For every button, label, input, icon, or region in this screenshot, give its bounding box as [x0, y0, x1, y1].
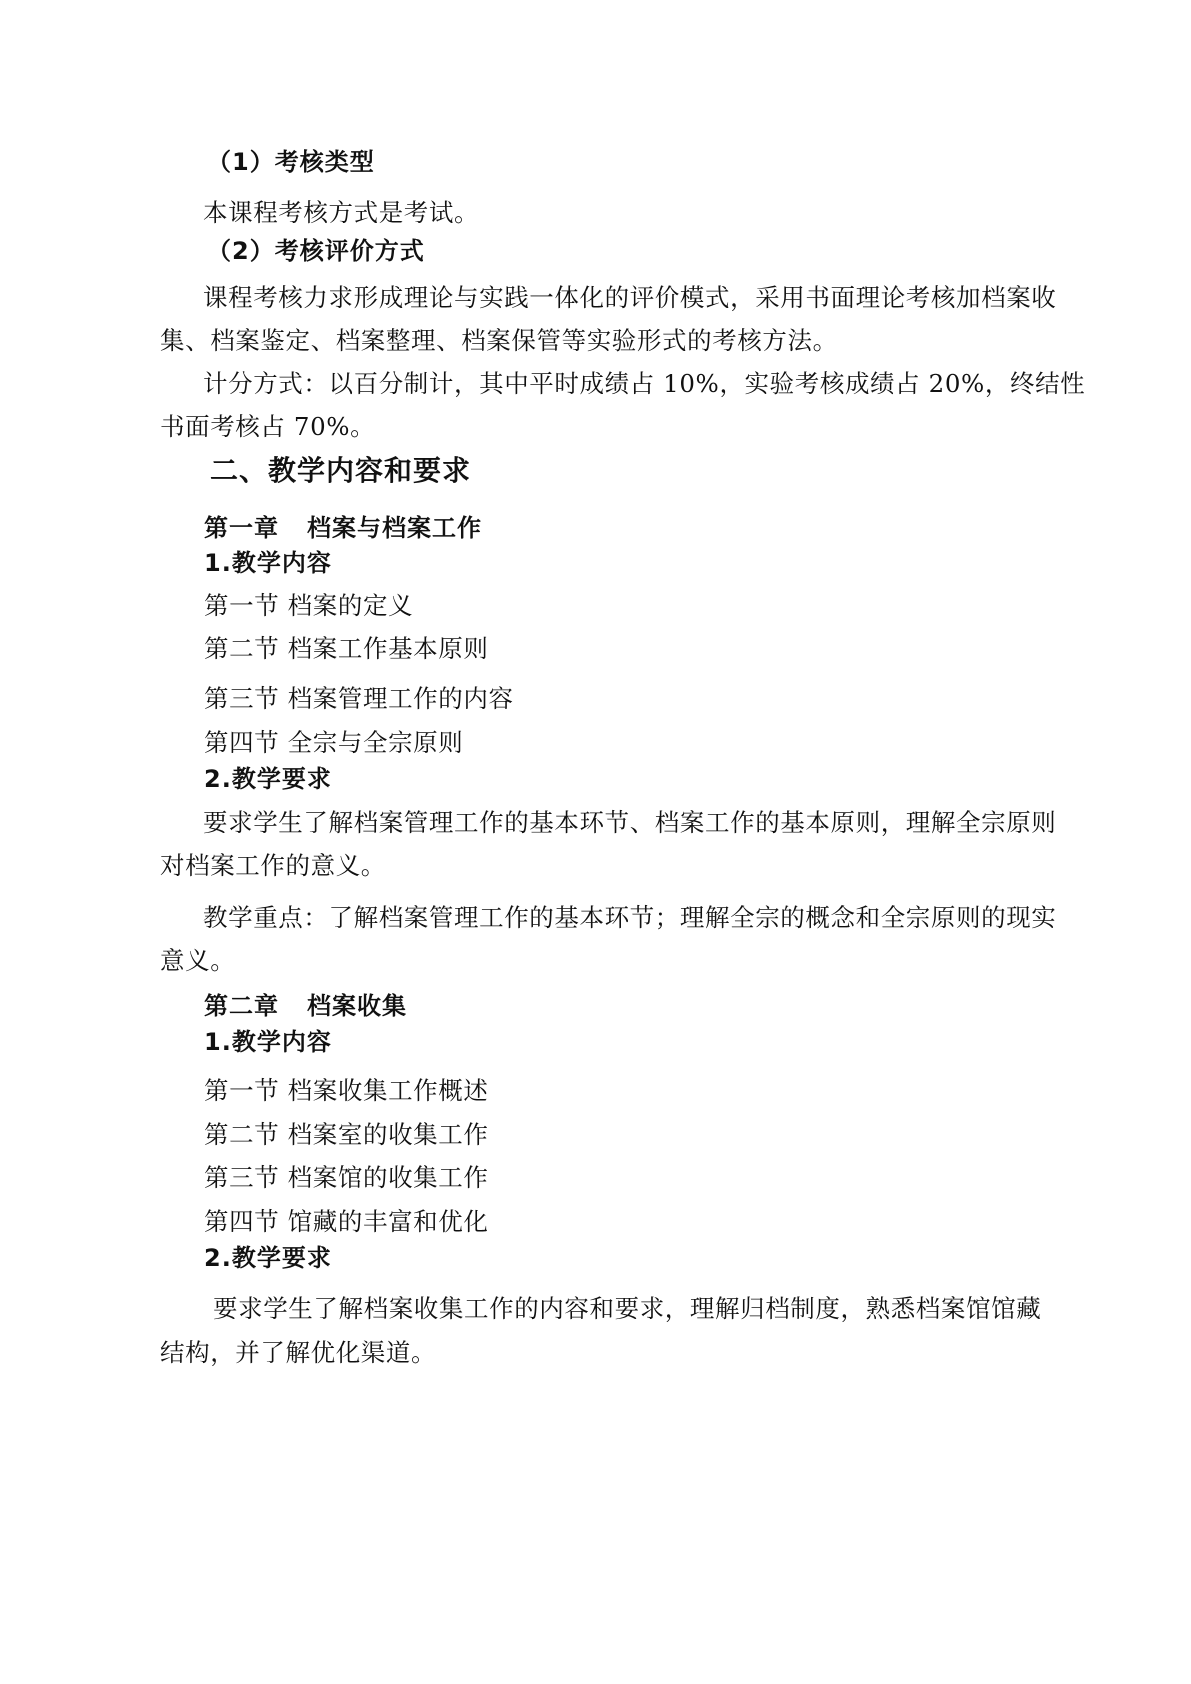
chapter-2-name: 档案收集 — [307, 992, 407, 1020]
chapter-2-number: 第二章 — [204, 992, 279, 1020]
chapter-1-section-3: 第三节 档案管理工作的内容 — [204, 684, 514, 713]
assessment-type-heading: （1）考核类型 — [207, 148, 375, 176]
chapter-1-focus-line-2: 意义。 — [160, 946, 236, 975]
chapter-1-section-2: 第二节 档案工作基本原则 — [204, 634, 489, 663]
chapter-1-section-4: 第四节 全宗与全宗原则 — [204, 728, 464, 757]
chapter-1-title — [204, 512, 482, 544]
chapter-2-requirements-heading: 2.教学要求 — [204, 1244, 332, 1272]
chapter-2-content-heading: 1.教学内容 — [204, 1028, 332, 1056]
chapter-1-focus-line-1: 教学重点：了解档案管理工作的基本环节；理解全宗的概念和全宗原则的现实 — [203, 903, 1057, 932]
chapter-2-section-4: 第四节 馆藏的丰富和优化 — [204, 1207, 489, 1236]
chapter-1-requirements-line-1: 要求学生了解档案管理工作的基本环节、档案工作的基本原则，理解全宗原则 — [203, 808, 1057, 837]
assessment-method-paragraph-line-1: 课程考核力求形成理论与实践一体化的评价模式，采用书面理论考核加档案收 — [203, 283, 1057, 312]
scoring-paragraph-line-1: 计分方式：以百分制计，其中平时成绩占 10%，实验考核成绩占 20%，终结性 — [203, 369, 1086, 398]
chapter-1-number: 第一章 — [204, 514, 279, 542]
chapter-2-requirements-line-2: 结构，并了解优化渠道。 — [160, 1338, 437, 1367]
chapter-1-requirements-heading: 2.教学要求 — [204, 765, 332, 793]
chapter-1-name: 档案与档案工作 — [307, 514, 482, 542]
assessment-type-text: 本课程考核方式是考试。 — [203, 198, 480, 227]
chapter-1-section-1: 第一节 档案的定义 — [204, 591, 414, 620]
chapter-2-section-3: 第三节 档案馆的收集工作 — [204, 1163, 489, 1192]
chapter-2-title — [204, 990, 407, 1022]
chapter-2-section-2: 第二节 档案室的收集工作 — [204, 1120, 489, 1149]
assessment-method-heading: （2）考核评价方式 — [207, 237, 425, 265]
assessment-method-paragraph-line-2: 集、档案鉴定、档案整理、档案保管等实验形式的考核方法。 — [160, 326, 838, 355]
chapter-2-section-1: 第一节 档案收集工作概述 — [204, 1076, 489, 1105]
scoring-paragraph-line-2: 书面考核占 70%。 — [160, 412, 376, 441]
chapter-2-requirements-line-1: 要求学生了解档案收集工作的内容和要求，理解归档制度，熟悉档案馆馆藏 — [213, 1294, 1042, 1323]
chapter-1-content-heading: 1.教学内容 — [204, 549, 332, 577]
chapter-1-requirements-line-2: 对档案工作的意义。 — [160, 851, 386, 880]
section-title: 二、教学内容和要求 — [210, 454, 472, 487]
